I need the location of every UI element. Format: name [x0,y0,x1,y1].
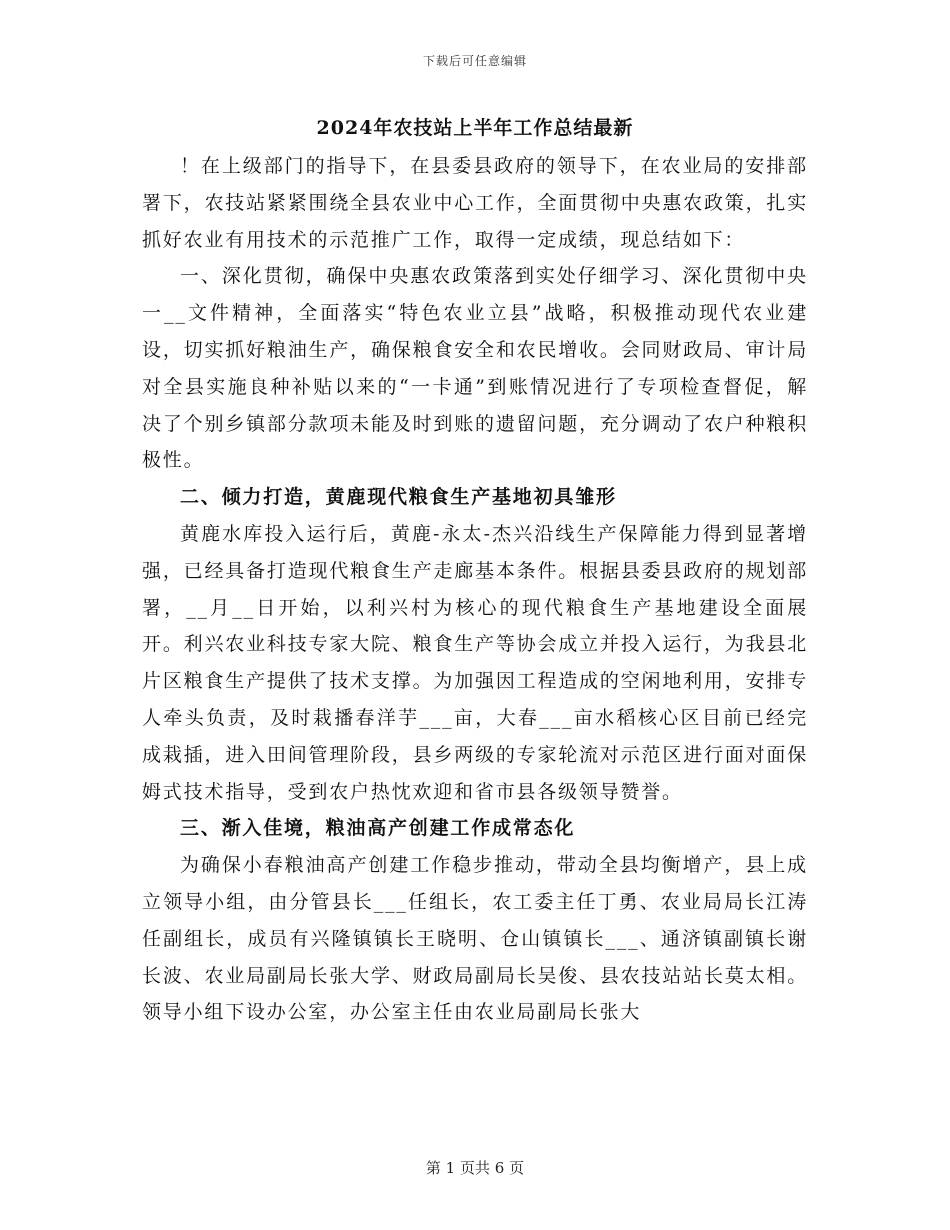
section-2-paragraph: 黄鹿水库投入运行后，黄鹿-永太-杰兴沿线生产保障能力得到显著增强，已经具备打造现代粮食生产走廊基本条件。根据县委县政府的规划部署，__月__日开始，以利兴村为核心的现代粮食生产基地建设全面展开。利兴农业科技专家大院、粮食生产等协会成立并投入运行，为我县北片区粮食生产提供了技术支撑。为加强因工程造成的空闲地利用，安排专人牵头负责，及时栽播春洋芋___亩，大春___亩水稻核心区目前已经完成栽插，进入田间管理阶段，县乡两级的专家轮流对示范区进行面对面保姆式技术指导，受到农户热忱欢迎和省市县各级领导赞誉。 [142,522,808,803]
document-body [142,108,808,1031]
document-title: 2024年农技站上半年工作总结最新 [316,117,634,139]
section-3-heading: 三、渐入佳境，粮油高产创建工作成常态化 [180,817,576,840]
section-2-heading: 二、倾力打造，黄鹿现代粮食生产基地初具雏形 [180,486,617,509]
header-note: 下载后可任意编辑 [422,54,527,68]
intro-paragraph: ！在上级部门的指导下，在县委县政府的领导下，在农业局的安排部署下，农技站紧紧围绕全县农业中心工作，全面贯彻中央惠农政策，扎实抓好农业有用技术的示范推广工作，取得一定成绩，现总结如下： [142,155,808,251]
page-number: 第 1 页共 6 页 [425,1159,525,1177]
section-1-paragraph: 一、深化贯彻，确保中央惠农政策落到实处仔细学习、深化贯彻中央一__文件精神，全面落实“特色农业立县”战略，积极推动现代农业建设，切实抓好粮油生产，确保粮食安全和农民增收。会同财政局、审计局对全县实施良种补贴以来的“一卡通”到账情况进行了专项检查督促，解决了个别乡镇部分款项未能及时到账的遗留问题，充分调动了农户种粮积极性。 [142,265,808,472]
section-3-paragraph: 为确保小春粮油高产创建工作稳步推动，带动全县均衡增产，县上成立领导小组，由分管县长___任组长，农工委主任丁勇、农业局局长江涛任副组长，成员有兴隆镇镇长王晓明、仓山镇镇长___、通济镇副镇长谢长波、农业局副局长张大学、财政局副局长吴俊、县农技站站长莫太相。领导小组下设办公室，办公室主任由农业局副局长张大 [142,854,808,1024]
